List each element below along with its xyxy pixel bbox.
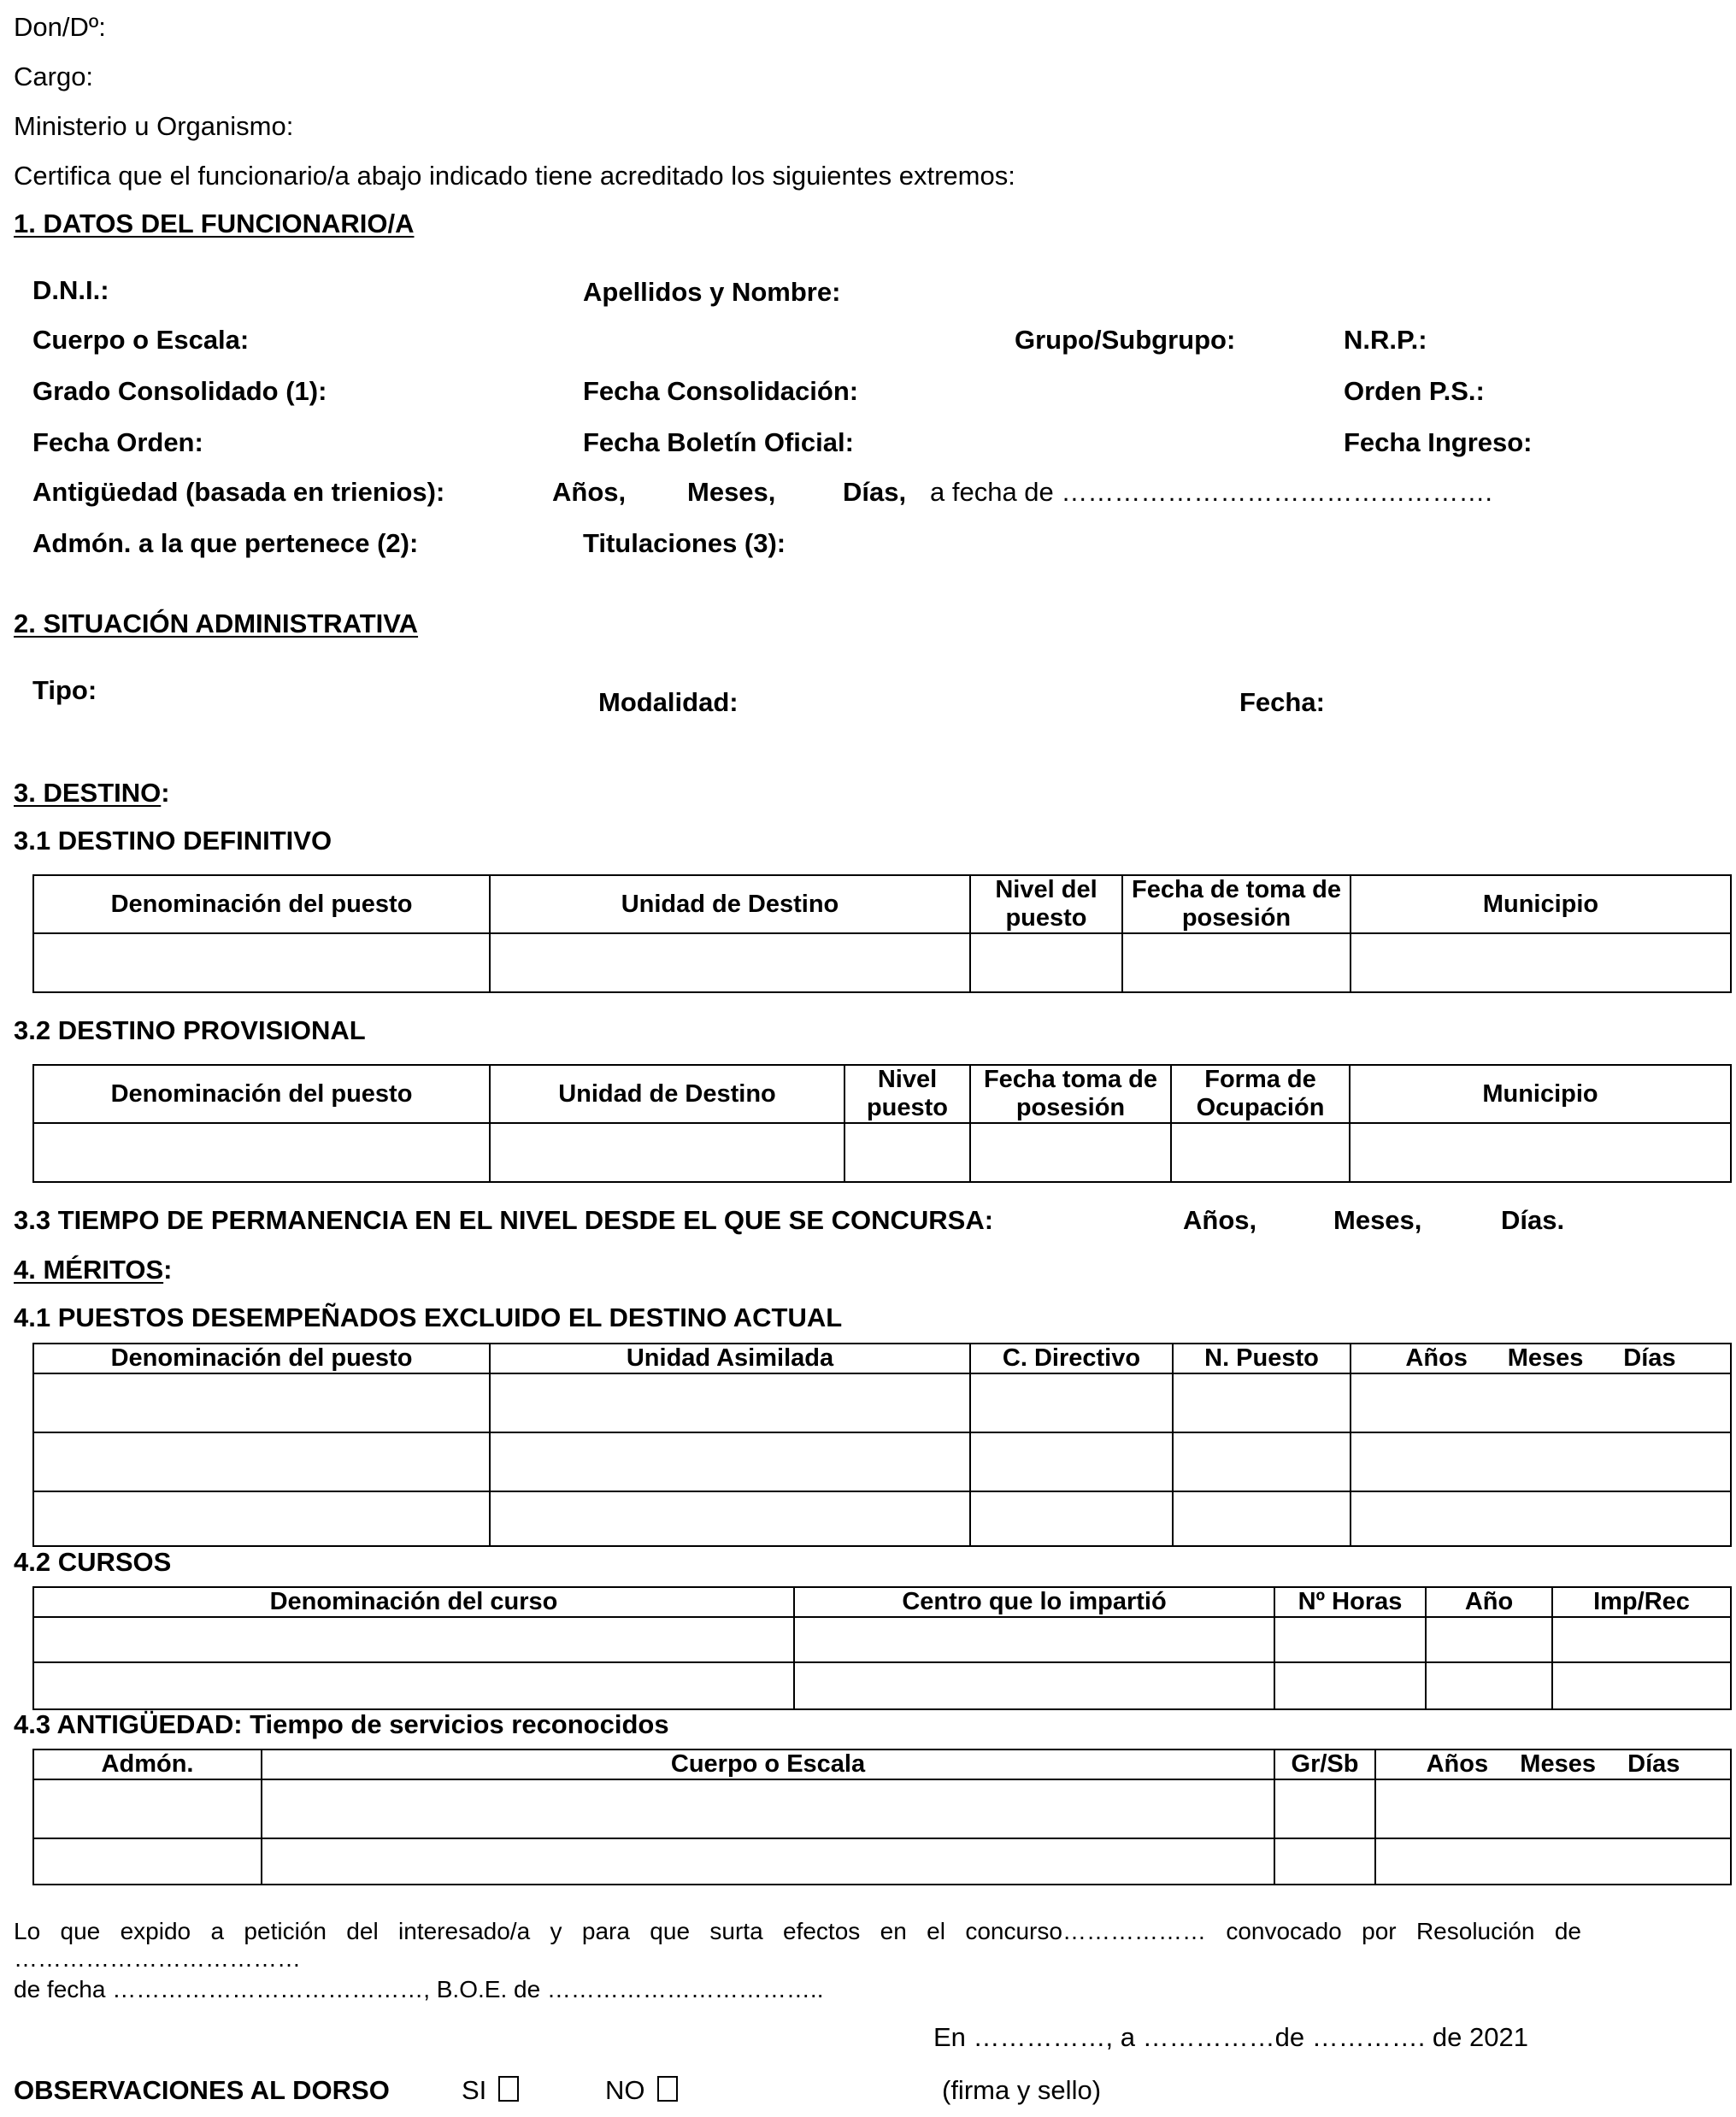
header-tiempo bbox=[1375, 1749, 1731, 1779]
table-cell[interactable] bbox=[970, 933, 1122, 992]
table-cell[interactable] bbox=[33, 1617, 794, 1662]
puestos-table bbox=[32, 1343, 1732, 1547]
table-cell[interactable] bbox=[1351, 1491, 1731, 1546]
table-cell[interactable] bbox=[1171, 1123, 1350, 1182]
expido-line2: ……………………………… bbox=[14, 1945, 301, 1972]
table-cell[interactable] bbox=[1274, 1779, 1375, 1838]
header-centro: Centro que lo impartió bbox=[794, 1587, 1274, 1617]
firma-sello: (firma y sello) bbox=[942, 2075, 1102, 2105]
section4-title-text: 4. MÉRITOS bbox=[14, 1255, 164, 1285]
cursos-table bbox=[32, 1586, 1732, 1710]
antiguedad-anos: Años, bbox=[552, 477, 627, 507]
table-cell[interactable] bbox=[1173, 1432, 1351, 1491]
table-row bbox=[33, 1491, 1731, 1546]
table-cell[interactable] bbox=[1552, 1617, 1731, 1662]
don-label: Don/Dº: bbox=[14, 12, 106, 42]
tipo-label: Tipo: bbox=[32, 675, 97, 705]
section1-title: 1. DATOS DEL FUNCIONARIO/A bbox=[14, 209, 415, 238]
table-cell[interactable] bbox=[490, 1373, 970, 1432]
table-cell[interactable] bbox=[33, 1779, 262, 1838]
table-cell[interactable] bbox=[1351, 1373, 1731, 1432]
table-cell[interactable] bbox=[262, 1779, 1274, 1838]
table-cell[interactable] bbox=[844, 1123, 970, 1182]
header-unidad-destino: Unidad de Destino bbox=[490, 875, 970, 933]
header-denominacion-curso: Denominación del curso bbox=[33, 1587, 794, 1617]
table-cell[interactable] bbox=[1375, 1779, 1731, 1838]
table-row bbox=[33, 1662, 1731, 1709]
header-municipio: Municipio bbox=[1350, 1065, 1731, 1123]
header-meses: Meses bbox=[1507, 1344, 1584, 1372]
table-cell[interactable] bbox=[1351, 933, 1731, 992]
permanencia-anos: Años, bbox=[1183, 1205, 1257, 1235]
no-checkbox[interactable] bbox=[657, 2076, 678, 2102]
section4-title bbox=[14, 1255, 172, 1285]
table-row bbox=[33, 1779, 1731, 1838]
cargo-label: Cargo: bbox=[14, 62, 94, 91]
apellidos-label: Apellidos y Nombre: bbox=[583, 277, 841, 307]
table-cell[interactable] bbox=[1173, 1491, 1351, 1546]
table-cell[interactable] bbox=[1350, 1123, 1731, 1182]
header-municipio: Municipio bbox=[1351, 875, 1731, 933]
antiguedad-meses: Meses, bbox=[687, 477, 776, 507]
header-anos: Años bbox=[1405, 1344, 1468, 1372]
lugar-fecha: En ……………, a ……………de …………. de 2021 bbox=[933, 2022, 1528, 2052]
observaciones-label: OBSERVACIONES AL DORSO bbox=[14, 2075, 390, 2105]
table-row bbox=[33, 1123, 1731, 1182]
header-nivel: Nivel puesto bbox=[844, 1065, 970, 1123]
admon-label: Admón. a la que pertenece (2): bbox=[32, 528, 419, 558]
cursos-title: 4.2 CURSOS bbox=[14, 1547, 172, 1577]
header-gr-sb: Gr/Sb bbox=[1274, 1749, 1375, 1779]
table-cell[interactable] bbox=[33, 1838, 262, 1885]
table-cell[interactable] bbox=[33, 1123, 490, 1182]
header-fecha-toma: Fecha toma de posesión bbox=[970, 1065, 1171, 1123]
table-cell[interactable] bbox=[33, 1432, 490, 1491]
antiguedad-dias: Días, bbox=[843, 477, 907, 507]
antiguedad-table bbox=[32, 1749, 1732, 1885]
header-unidad-asimilada: Unidad Asimilada bbox=[490, 1344, 970, 1373]
puestos-title: 4.1 PUESTOS DESEMPEÑADOS EXCLUIDO EL DESTINO ACTUAL bbox=[14, 1303, 843, 1332]
section3-title bbox=[14, 778, 170, 809]
table-cell[interactable] bbox=[1375, 1838, 1731, 1885]
header-admon: Admón. bbox=[33, 1749, 262, 1779]
section4-colon: : bbox=[163, 1255, 173, 1285]
permanencia-dias: Días. bbox=[1501, 1205, 1565, 1235]
header-dias: Días bbox=[1627, 1750, 1680, 1778]
no-label: NO bbox=[605, 2075, 645, 2105]
si-label: SI bbox=[462, 2075, 487, 2105]
header-ano: Año bbox=[1426, 1587, 1552, 1617]
table-cell[interactable] bbox=[490, 933, 970, 992]
table-cell[interactable] bbox=[33, 1373, 490, 1432]
destino-definitivo-title: 3.1 DESTINO DEFINITIVO bbox=[14, 826, 332, 856]
observaciones-no bbox=[605, 2075, 678, 2106]
destino-definitivo-table bbox=[32, 874, 1732, 993]
header-c-directivo: C. Directivo bbox=[970, 1344, 1173, 1373]
grado-label: Grado Consolidado (1): bbox=[32, 376, 327, 406]
titulaciones-label: Titulaciones (3): bbox=[583, 528, 786, 558]
table-row bbox=[33, 1432, 1731, 1491]
table-cell[interactable] bbox=[262, 1838, 1274, 1885]
antiguedad-label: Antigüedad (basada en trienios): bbox=[32, 477, 445, 507]
table-cell[interactable] bbox=[1173, 1373, 1351, 1432]
header-denominacion: Denominación del puesto bbox=[33, 875, 490, 933]
grupo-label: Grupo/Subgrupo: bbox=[1015, 325, 1236, 355]
table-cell[interactable] bbox=[490, 1123, 844, 1182]
section3-colon: : bbox=[161, 778, 170, 808]
permanencia-title: 3.3 TIEMPO DE PERMANENCIA EN EL NIVEL DESDE EL QUE SE CONCURSA: bbox=[14, 1205, 994, 1235]
header-nivel: Nivel del puesto bbox=[970, 875, 1122, 933]
cuerpo-label: Cuerpo o Escala: bbox=[32, 325, 250, 355]
modalidad-label: Modalidad: bbox=[598, 687, 739, 717]
fecha-ingreso-label: Fecha Ingreso: bbox=[1344, 427, 1533, 457]
section3-title-text: 3. DESTINO bbox=[14, 778, 162, 808]
si-checkbox[interactable] bbox=[498, 2076, 519, 2102]
table-cell[interactable] bbox=[33, 1491, 490, 1546]
table-cell[interactable] bbox=[33, 933, 490, 992]
table-cell[interactable] bbox=[970, 1491, 1173, 1546]
header-forma-ocupacion: Forma de Ocupación bbox=[1171, 1065, 1350, 1123]
header-imp-rec: Imp/Rec bbox=[1552, 1587, 1731, 1617]
ministerio-label: Ministerio u Organismo: bbox=[14, 111, 294, 141]
antiguedad-title: 4.3 ANTIGÜEDAD: Tiempo de servicios reconocidos bbox=[14, 1709, 669, 1739]
table-cell[interactable] bbox=[1274, 1838, 1375, 1885]
fecha-orden-label: Fecha Orden: bbox=[32, 427, 203, 457]
table-cell[interactable] bbox=[1274, 1662, 1426, 1709]
expido-line1: Lo que expido a petición del interesado/a y para que surta efectos en el concurso……………… convocado por Resolución de bbox=[14, 1918, 1581, 1944]
fecha-label: Fecha: bbox=[1239, 687, 1325, 717]
table-cell[interactable] bbox=[490, 1432, 970, 1491]
table-cell[interactable] bbox=[1351, 1432, 1731, 1491]
table-cell[interactable] bbox=[1552, 1662, 1731, 1709]
certifica-text: Certifica que el funcionario/a abajo indicado tiene acreditado los siguientes extremos: bbox=[14, 161, 1015, 191]
section2-title: 2. SITUACIÓN ADMINISTRATIVA bbox=[14, 609, 419, 638]
table-cell[interactable] bbox=[1122, 933, 1351, 992]
table-cell[interactable] bbox=[970, 1123, 1171, 1182]
table-cell[interactable] bbox=[970, 1373, 1173, 1432]
header-tiempo bbox=[1351, 1344, 1731, 1373]
fecha-consolidacion-label: Fecha Consolidación: bbox=[583, 376, 859, 406]
header-n-puesto: N. Puesto bbox=[1173, 1344, 1351, 1373]
expido-line3: de fecha …………………………………, B.O.E. de …………………………….. bbox=[14, 1976, 824, 2002]
table-cell[interactable] bbox=[970, 1432, 1173, 1491]
header-dias: Días bbox=[1623, 1344, 1676, 1372]
header-meses: Meses bbox=[1520, 1750, 1596, 1778]
table-cell[interactable] bbox=[1426, 1662, 1552, 1709]
table-row bbox=[33, 1617, 1731, 1662]
table-cell[interactable] bbox=[794, 1617, 1274, 1662]
destino-provisional-table bbox=[32, 1064, 1732, 1183]
table-cell[interactable] bbox=[1274, 1617, 1426, 1662]
destino-provisional-title: 3.2 DESTINO PROVISIONAL bbox=[14, 1015, 366, 1045]
fecha-boletin-label: Fecha Boletín Oficial: bbox=[583, 427, 854, 457]
observaciones-si bbox=[462, 2075, 519, 2106]
table-cell[interactable] bbox=[490, 1491, 970, 1546]
dni-label: D.N.I.: bbox=[32, 275, 109, 305]
nrp-label: N.R.P.: bbox=[1344, 325, 1427, 355]
header-unidad-destino: Unidad de Destino bbox=[490, 1065, 844, 1123]
header-denominacion: Denominación del puesto bbox=[33, 1344, 490, 1373]
table-row bbox=[33, 1838, 1731, 1885]
header-fecha-toma: Fecha de toma de posesión bbox=[1122, 875, 1351, 933]
table-row bbox=[33, 933, 1731, 992]
orden-ps-label: Orden P.S.: bbox=[1344, 376, 1485, 406]
permanencia-meses: Meses, bbox=[1333, 1205, 1422, 1235]
table-row bbox=[33, 1373, 1731, 1432]
table-cell[interactable] bbox=[33, 1662, 794, 1709]
table-cell[interactable] bbox=[794, 1662, 1274, 1709]
header-anos: Años bbox=[1426, 1750, 1489, 1778]
a-fecha-text: a fecha de …………………………………………. bbox=[930, 477, 1493, 507]
header-horas: Nº Horas bbox=[1274, 1587, 1426, 1617]
header-denominacion: Denominación del puesto bbox=[33, 1065, 490, 1123]
header-cuerpo-escala: Cuerpo o Escala bbox=[262, 1749, 1274, 1779]
table-cell[interactable] bbox=[1426, 1617, 1552, 1662]
